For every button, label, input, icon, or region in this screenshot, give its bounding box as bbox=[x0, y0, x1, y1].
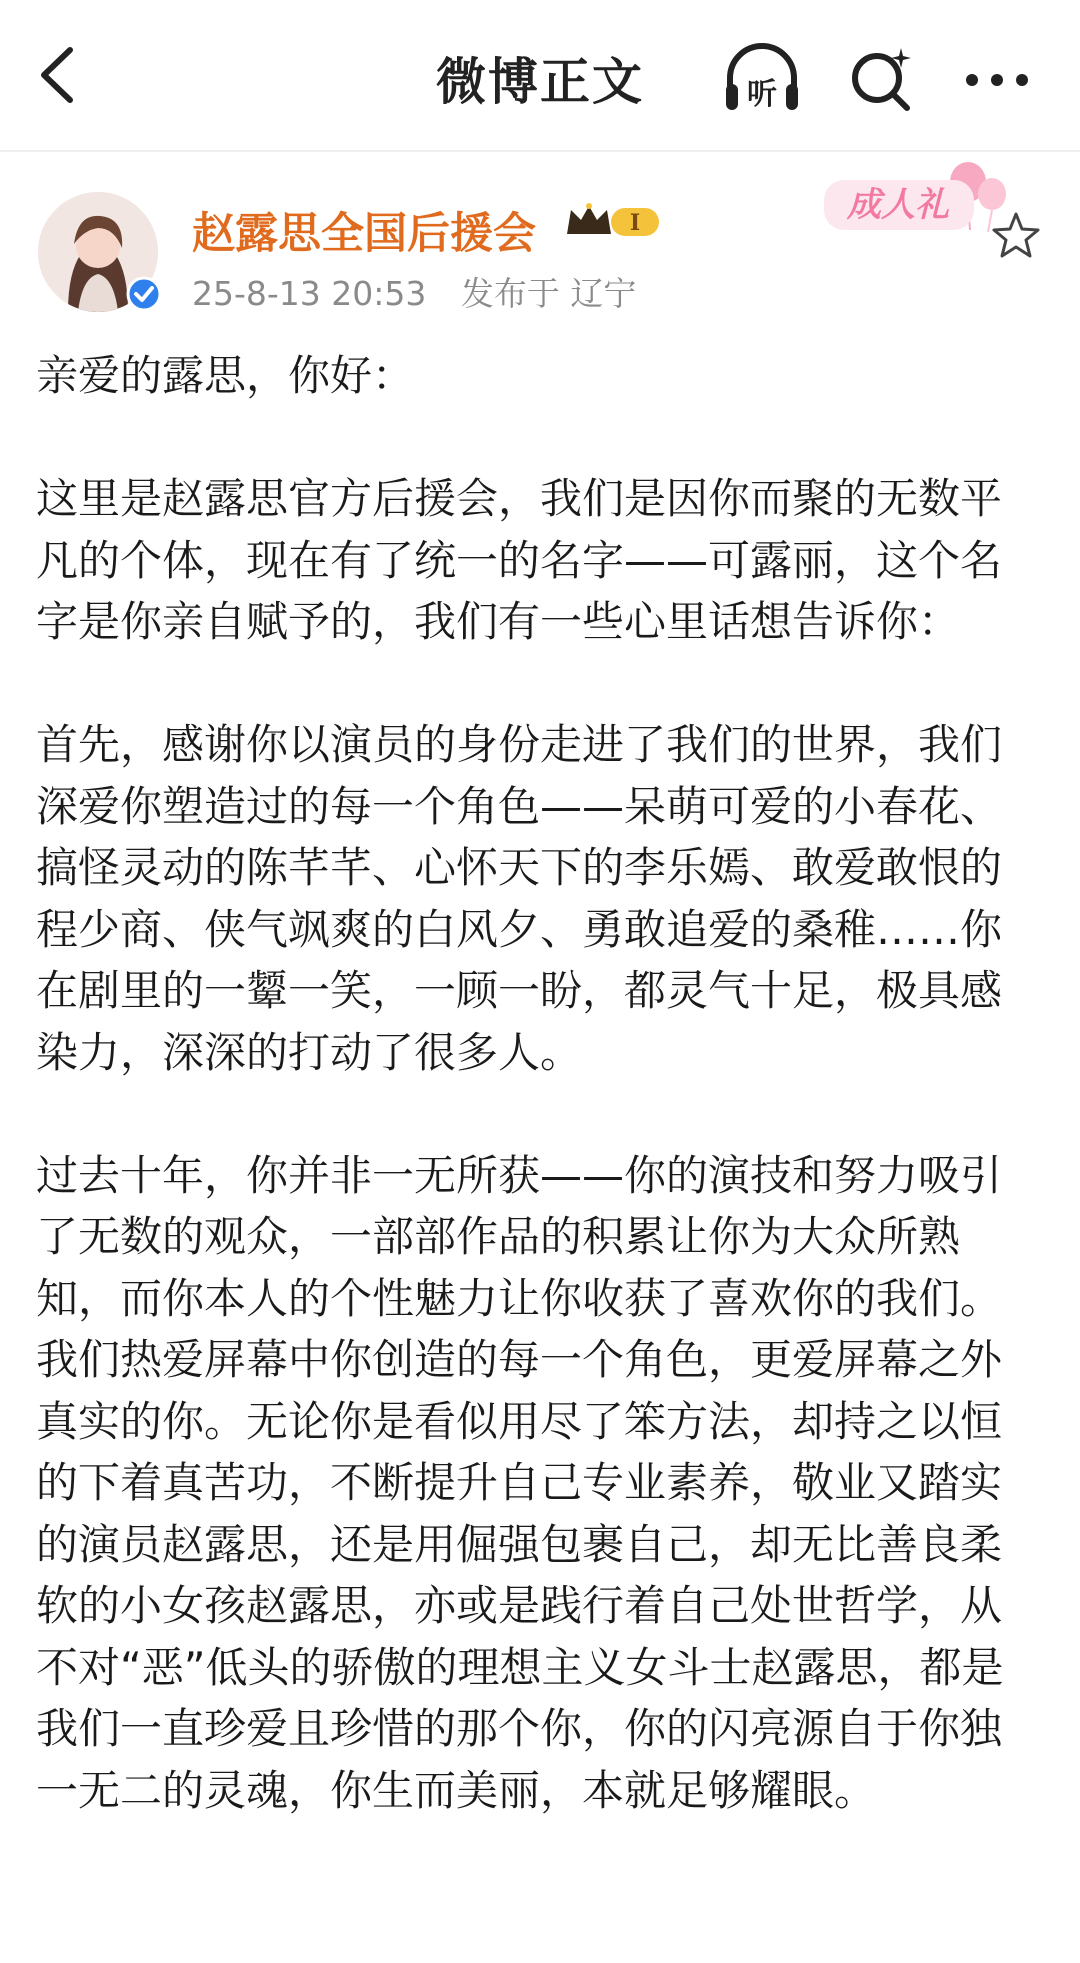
listen-button[interactable] bbox=[720, 40, 804, 116]
paragraph-roles: 首先，感谢你以演员的身份走进了我们的世界，我们深爱你塑造过的每一个角色——呆萌可爱的小春花、搞怪灵动的陈芊芊、心怀天下的李乐嫣、敢爱敢恨的程少商、侠气飒爽的白风夕、勇敢追爱的桑稚……你在剧里的一颦一笑，一顾一盼，都灵气十足，极具感染力，深深的打动了很多人。 bbox=[36, 720, 1003, 1077]
post-content bbox=[36, 345, 1036, 1821]
paragraph-greeting: 亲爱的露思，你好： bbox=[36, 351, 415, 400]
more-dots-icon bbox=[962, 60, 1032, 100]
crown-icon bbox=[565, 200, 665, 240]
post-location: 发布于 辽宁 bbox=[460, 274, 637, 313]
favorite-button[interactable] bbox=[990, 210, 1042, 262]
search-button[interactable] bbox=[845, 44, 917, 116]
top-bar bbox=[0, 0, 1080, 152]
balloon-icon bbox=[820, 160, 1010, 240]
ceremony-badge-text: 成人礼 bbox=[847, 185, 949, 225]
author-name[interactable]: 赵露思全国后援会 bbox=[192, 209, 536, 259]
ceremony-badge bbox=[820, 160, 1010, 244]
star-icon bbox=[990, 210, 1042, 262]
paragraph-intro: 这里是赵露思官方后援会，我们是因你而聚的无数平凡的个体，现在有了统一的名字——可露丽，这个名字是你亲自赋予的，我们有一些心里话想告诉你： bbox=[36, 474, 1003, 646]
member-level-text: I bbox=[629, 210, 641, 236]
page-title: 微博正文 bbox=[436, 53, 644, 111]
more-button[interactable] bbox=[962, 60, 1032, 100]
post-meta bbox=[192, 268, 660, 315]
verified-icon bbox=[126, 276, 162, 312]
member-level-badge bbox=[565, 200, 665, 244]
search-icon bbox=[845, 44, 917, 116]
paragraph-decade: 过去十年，你并非一无所获——你的演技和努力吸引了无数的观众，一部部作品的积累让你为大众所熟知，而你本人的个性魅力让你收获了喜欢你的我们。我们热爱屏幕中你创造的每一个角色，更爱屏幕之外真实的你。无论你是看似用尽了笨方法，却持之以恒的下着真苦功，不断提升自己专业素养，敬业又踏实的演员赵露思，还是用倔强包裹自己，却无比善良柔软的小女孩赵露思，亦或是践行着自己处世哲学，从不对“恶”低头的骄傲的理想主义女斗士赵露思，都是我们一直珍爱且珍惜的那个你，你的闪亮源自于你独一无二的灵魂，你生而美丽，本就足够耀眼。 bbox=[36, 1150, 1004, 1815]
post-date: 25-8-13 20:53 bbox=[192, 274, 427, 313]
post-header bbox=[0, 152, 1080, 352]
listen-headphones-icon bbox=[720, 40, 804, 116]
listen-label: 听 bbox=[747, 77, 777, 112]
